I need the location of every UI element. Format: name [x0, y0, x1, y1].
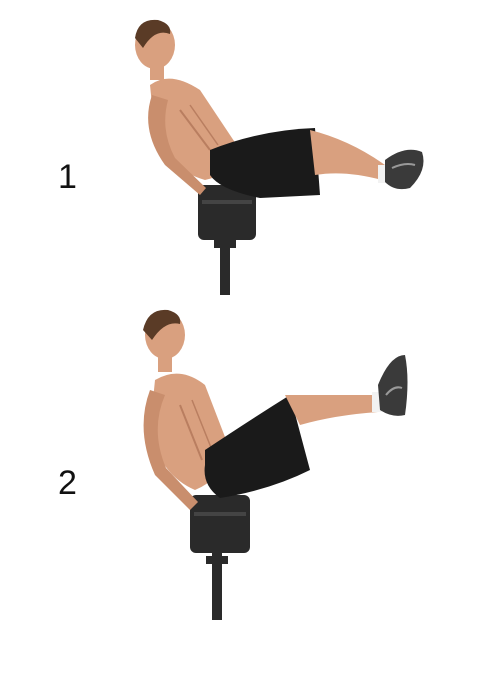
bench-bracket [206, 556, 228, 564]
exercise-illustration-1 [110, 0, 450, 300]
leg [285, 395, 378, 425]
exercise-figure-step-2 [110, 300, 450, 600]
bench-bracket [214, 240, 236, 248]
leg [310, 130, 385, 180]
shoe [378, 355, 408, 416]
neck [158, 352, 172, 372]
bench-pad [190, 495, 250, 553]
step-number-2: 2 [58, 464, 77, 502]
exercise-figure-step-1 [110, 0, 450, 300]
step-number-1: 1 [58, 158, 77, 196]
exercise-illustration-2 [110, 300, 450, 620]
bench-seam [194, 512, 246, 516]
bench-seam [202, 200, 252, 204]
shoe [385, 150, 424, 189]
neck [150, 62, 164, 80]
